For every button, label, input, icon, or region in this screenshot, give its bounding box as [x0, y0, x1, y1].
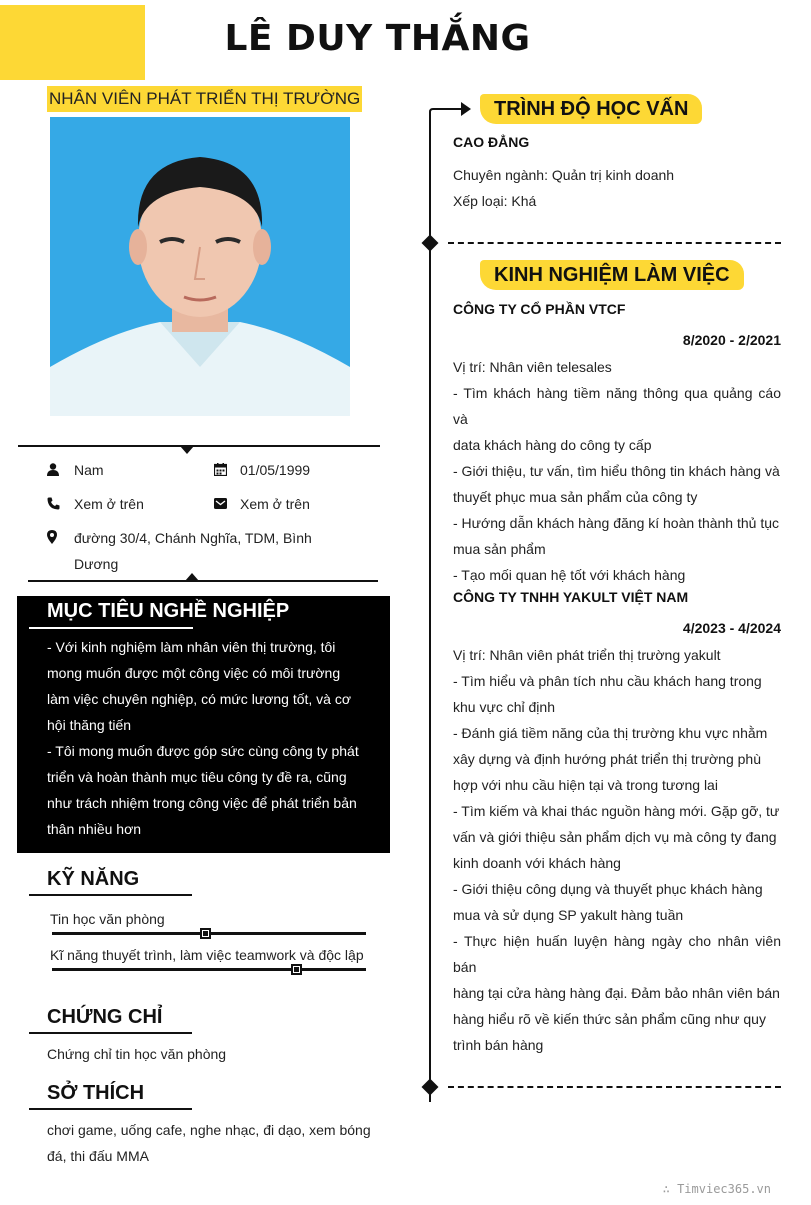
job-line: - Tìm khách hàng tiềm năng thông qua quảng cáo và — [453, 385, 781, 427]
job-line: hàng tại cửa hàng hàng đại. Đảm bảo nhân viên bán — [453, 985, 780, 1001]
section-dashed-divider — [448, 1086, 781, 1088]
skill-level-knob — [200, 928, 211, 939]
objective-line: mong muốn được một công việc có môi trường — [47, 665, 341, 681]
skills-underline — [29, 894, 192, 896]
hobbies-underline — [29, 1108, 192, 1110]
job-line: thuyết phục mua sản phẩm của công ty — [453, 489, 698, 505]
divider-arrow-up-icon — [185, 573, 199, 581]
skill-label: Tin học văn phòng — [50, 911, 165, 927]
job-description — [453, 642, 781, 1058]
skill-label: Kĩ năng thuyết trình, làm việc teamwork và độc lập — [50, 947, 364, 963]
job-line: trình bán hàng — [453, 1037, 544, 1053]
skill-level-track — [52, 968, 366, 971]
objective-line: - Với kinh nghiệm làm nhân viên thị trường, tôi — [47, 639, 336, 655]
location-pin-icon — [44, 529, 60, 545]
job-line: khu vực chỉ định — [453, 699, 555, 715]
candidate-name: LÊ DUY THẮNG — [224, 18, 531, 59]
profile-photo — [50, 117, 350, 416]
hobbies-line: chơi game, uống cafe, nghe nhạc, đi dạo, xem bóng — [47, 1122, 371, 1138]
job-line: - Đánh giá tiềm năng của thị trường khu vực nhằm — [453, 725, 768, 741]
objective-line: triển và hoàn thành mục tiêu công ty đề ra, cũng — [47, 769, 347, 785]
education-major: Chuyên ngành: Quản trị kinh doanh — [453, 167, 675, 183]
job-line: hàng hiểu rõ về kiến thức sản phẩm cũng như quy — [453, 1011, 766, 1027]
address-value — [74, 525, 334, 577]
job-title: NHÂN VIÊN PHÁT TRIỂN THỊ TRƯỜNG — [47, 86, 362, 112]
job-line: vấn và giới thiệu sản phẩm dịch vụ mà công ty đang — [453, 829, 777, 845]
job-line: - Giới thiệu, tư vấn, tìm hiểu thông tin khách hàng và — [453, 463, 780, 479]
job-line: hợp với nhu cầu hiện tại và trong tương lai — [453, 777, 718, 793]
divider-arrow-down-icon — [180, 446, 194, 454]
objective-line: làm việc chuyên nghiệp, có mức lương tốt, và cơ — [47, 691, 352, 707]
email-value: Xem ở trên — [240, 496, 310, 512]
info-divider-top — [18, 445, 380, 447]
phone-icon — [45, 495, 61, 511]
hobbies-text — [47, 1117, 379, 1169]
experience-heading: KINH NGHIỆM LÀM VIỆC — [480, 260, 744, 290]
career-objective-underline — [29, 627, 193, 629]
watermark: ∴ Timviec365.vn — [662, 1182, 771, 1196]
education-heading: TRÌNH ĐỘ HỌC VẤN — [480, 94, 702, 124]
job-line: - Tìm kiếm và khai thác nguồn hàng mới. Gặp gỡ, tư — [453, 803, 780, 819]
objective-line: hội thăng tiến — [47, 717, 132, 733]
job-line: Vị trí: Nhân viên phát triển thị trường yakult — [453, 647, 721, 663]
info-divider-bottom — [28, 580, 378, 582]
birthday-value: 01/05/1999 — [240, 462, 311, 478]
address-line-1: đường 30/4, Chánh Nghĩa, TDM, Bình — [74, 530, 312, 546]
hobbies-heading: SỞ THÍCH — [47, 1082, 145, 1104]
certificate-item: Chứng chỉ tin học văn phòng — [47, 1046, 227, 1062]
certificates-heading: CHỨNG CHỈ — [47, 1006, 163, 1028]
certificates-underline — [29, 1032, 192, 1034]
job-line: - Giới thiệu công dụng và thuyết phục khách hàng — [453, 881, 763, 897]
objective-line: thân nhiều hơn — [47, 821, 142, 837]
job-line: - Tìm hiểu và phân tích nhu cầu khách hang trong — [453, 673, 762, 689]
objective-line: như trách nhiệm trong công việc để phát triển bản — [47, 795, 357, 811]
phone-value: Xem ở trên — [74, 496, 144, 512]
hobbies-line: đá, thi đấu MMA — [47, 1148, 149, 1164]
email-icon — [212, 495, 228, 511]
education-school: CAO ĐẲNG — [453, 134, 530, 150]
skill-level-knob — [291, 964, 302, 975]
header-accent-block — [0, 5, 145, 80]
career-objective-heading: MỤC TIÊU NGHỀ NGHIỆP — [47, 600, 290, 622]
objective-line: - Tôi mong muốn được góp sức cùng công ty phát — [47, 743, 359, 759]
gender-value: Nam — [74, 462, 104, 478]
timeline-diamond-marker — [422, 1079, 439, 1096]
timeline-diamond-marker — [422, 235, 439, 252]
job-line: mua và sử dụng SP yakult hàng tuần — [453, 907, 684, 923]
job-description — [453, 354, 781, 588]
job-line: - Thực hiện huấn luyện hàng ngày cho nhân viên bán — [453, 933, 781, 975]
job-period: 8/2020 - 2/2021 — [682, 332, 781, 348]
job-period: 4/2023 - 4/2024 — [682, 620, 781, 636]
job-line: mua sản phẩm — [453, 541, 546, 557]
skills-heading: KỸ NĂNG — [47, 868, 140, 890]
job-line: data khách hàng do công ty cấp — [453, 437, 652, 453]
job-company: CÔNG TY CỔ PHẦN VTCF — [453, 301, 626, 317]
job-line: Vị trí: Nhân viên telesales — [453, 359, 612, 375]
timeline-arrow-icon — [429, 98, 473, 126]
job-line: xây dựng và định hướng phát triển thị trường phù — [453, 751, 761, 767]
education-grade: Xếp loại: Khá — [453, 193, 537, 209]
address-line-2: Dương — [74, 556, 119, 572]
job-company: CÔNG TY TNHH YAKULT VIỆT NAM — [453, 589, 689, 605]
person-icon — [45, 461, 61, 477]
job-line: kinh doanh với khách hàng — [453, 855, 621, 871]
calendar-icon — [212, 461, 228, 477]
timeline-line — [429, 120, 431, 1102]
job-line: - Hướng dẫn khách hàng đăng kí hoàn thành thủ tục — [453, 515, 780, 531]
job-line: - Tạo mối quan hệ tốt với khách hàng — [453, 567, 686, 583]
career-objective-text — [47, 634, 359, 842]
section-dashed-divider — [448, 242, 781, 244]
